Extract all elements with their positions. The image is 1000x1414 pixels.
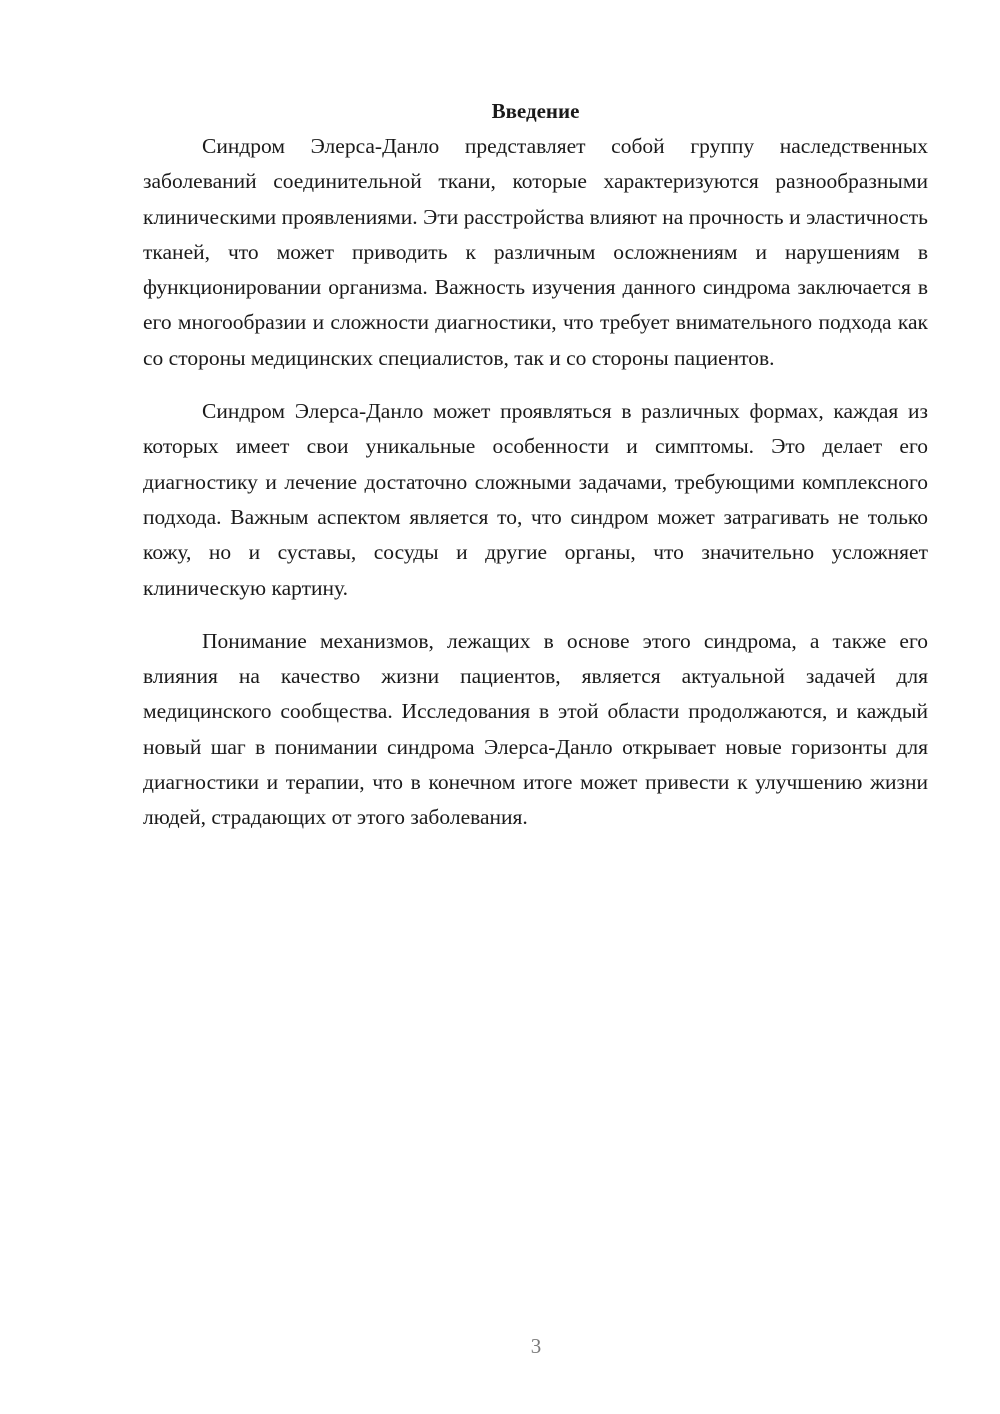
paragraph-understanding: Понимание механизмов, лежащих в основе этого синдрома, а также его влияния на качество жизни пациентов, является актуальной задачей для медицинского сообщества. Исследования в этой области продолжаются, и каждый новый шаг в понимании синдрома Элерса-Данло открывает новые горизонты для диагностики и терапии, что в конечном итоге может привести к улучшению жизни людей, страдающих от этого заболевания. <box>143 628 928 830</box>
paragraph-forms: Синдром Элерса-Данло может проявляться в различных формах, каждая из которых имеет свои уникальные особенности и симптомы. Это делает его диагностику и лечение достаточно сложными задачами, требующими комплексного подхода. Важным аспектом является то, что синдром может затрагивать не только кожу, но и суставы, сосуды и другие органы, что значительно усложняет клиническую картину. <box>143 399 928 600</box>
section-heading: Введение <box>491 99 580 123</box>
page-content <box>143 94 928 854</box>
page-number: 3 <box>530 1334 542 1358</box>
paragraph-intro: Синдром Элерса-Данло представляет собой группу наследственных заболеваний соединительной ткани, которые характеризуются разнообразными клиническими проявлениями. Эти расстройства влияют на прочность и эластичность тканей, что может приводить к различным осложнениям и нарушениям в функционировании организма. Важность изучения данного синдрома заключается в его многообразии и сложности диагностики, что требует внимательного подхода как со стороны медицинских специалистов, так и со стороны пациентов. <box>143 134 928 370</box>
